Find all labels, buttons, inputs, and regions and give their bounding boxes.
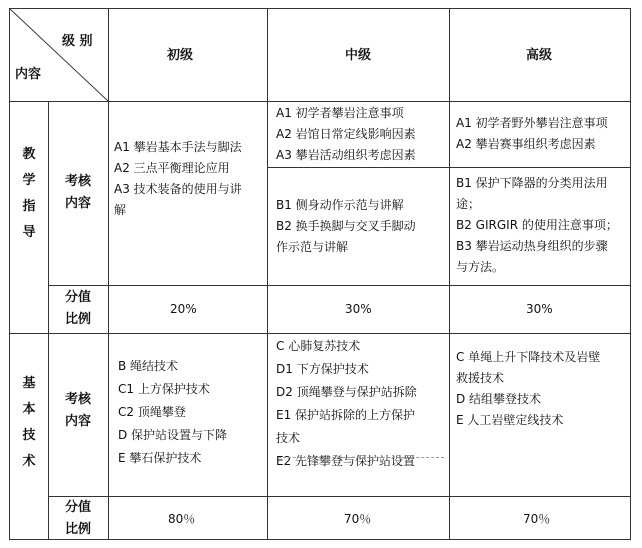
list-item: E1 保护站拆除的上方保护 — [276, 408, 416, 422]
s1-intermediate-a — [276, 103, 416, 166]
rule-col-intermediate — [449, 9, 450, 539]
s2-assessment-label: 考核 内容 — [64, 392, 91, 429]
s1-advanced-b — [456, 173, 618, 278]
s1-score-beginner: 20% — [170, 302, 197, 316]
s1-assessment-label: 考核 内容 — [64, 174, 91, 211]
s2-intermediate-content — [276, 335, 417, 473]
list-item: B1 侧身动作示范与讲解 — [276, 198, 404, 212]
list-item: A1 初学者攀岩注意事项 — [276, 106, 404, 120]
s2-score-beginner: 80％ — [168, 512, 196, 526]
header-advanced: 高级 — [526, 48, 553, 63]
list-item: D1 下方保护技术 — [276, 362, 369, 376]
list-item: D2 顶绳攀登与保护站拆除 — [276, 385, 417, 399]
list-item: C2 顶绳攀登 — [118, 405, 186, 419]
rule-col-beginner — [267, 9, 268, 539]
s1-score-advanced: 30% — [526, 302, 553, 316]
list-item: 途； — [456, 197, 481, 211]
list-item: 救援技术 — [456, 371, 505, 385]
header-diagonal — [10, 9, 108, 101]
list-item: A2 攀岩赛事组织考虑因素 — [456, 137, 596, 151]
s1-score-label: 分值 比例 — [64, 290, 91, 327]
s2-intermediate-divider — [278, 457, 444, 458]
list-item: E 攀石保护技术 — [118, 451, 202, 465]
s2-beginner-content — [118, 355, 227, 470]
list-item: C1 上方保护技术 — [118, 382, 210, 396]
list-item: B1 保护下降器的分类用法用 — [456, 176, 608, 190]
list-item: E2 先锋攀登与保护站设置 — [276, 454, 416, 468]
header-beginner: 初级 — [167, 48, 194, 63]
rule-header-bottom — [10, 101, 630, 102]
s2-advanced-content — [456, 347, 600, 431]
list-item: 技术 — [276, 431, 301, 445]
list-item: B2 换手换脚与交叉手脚动 — [276, 219, 416, 233]
s1-advanced-a — [456, 113, 608, 155]
s1-beginner-content — [114, 137, 242, 221]
list-item: C 心肺复苏技术 — [276, 339, 361, 353]
rule-s2-score-top — [48, 496, 630, 497]
section-title-teaching: 教 学 指 导 — [22, 147, 36, 240]
rule-s1-score-top — [48, 285, 630, 286]
list-item: 与方法。 — [456, 260, 505, 274]
list-item: A3 技术装备的使用与讲 — [114, 182, 242, 196]
s1-intermediate-b — [276, 195, 416, 258]
list-item: C 单绳上升下降技术及岩壁 — [456, 350, 601, 364]
list-item: A3 攀岩活动组织考虑因素 — [276, 148, 416, 162]
header-intermediate: 中级 — [345, 48, 372, 63]
list-item: A1 攀岩基本手法与脚法 — [114, 140, 242, 154]
list-item: B2 GIRGIR 的使用注意事项； — [456, 218, 618, 232]
section-title-technique: 基 本 技 术 — [22, 376, 36, 469]
header-content-label: 内容 — [15, 67, 42, 82]
list-item: D 结组攀登技术 — [456, 392, 542, 406]
header-level-label: 级 别 — [62, 34, 93, 49]
list-item: D 保护站设置与下降 — [118, 428, 228, 442]
s2-score-label: 分值 比例 — [64, 500, 91, 537]
list-item: B 绳结技术 — [118, 359, 179, 373]
rule-col-label — [108, 9, 109, 539]
list-item: 解 — [114, 203, 127, 217]
list-item: A1 初学者野外攀岩注意事项 — [456, 116, 608, 130]
list-item: A2 岩馆日常定线影响因素 — [276, 127, 416, 141]
assessment-table — [9, 8, 631, 540]
list-item: B3 攀岩运动热身组织的步骤 — [456, 239, 608, 253]
s2-score-intermediate: 70％ — [344, 512, 372, 526]
list-item: 作示范与讲解 — [276, 240, 349, 254]
s1-score-intermediate: 30% — [345, 302, 372, 316]
s2-score-advanced: 70％ — [523, 512, 551, 526]
list-item: E 人工岩壁定线技术 — [456, 413, 564, 427]
list-item: A2 三点平衡理论应用 — [114, 161, 230, 175]
rule-s1-bottom — [10, 333, 630, 334]
